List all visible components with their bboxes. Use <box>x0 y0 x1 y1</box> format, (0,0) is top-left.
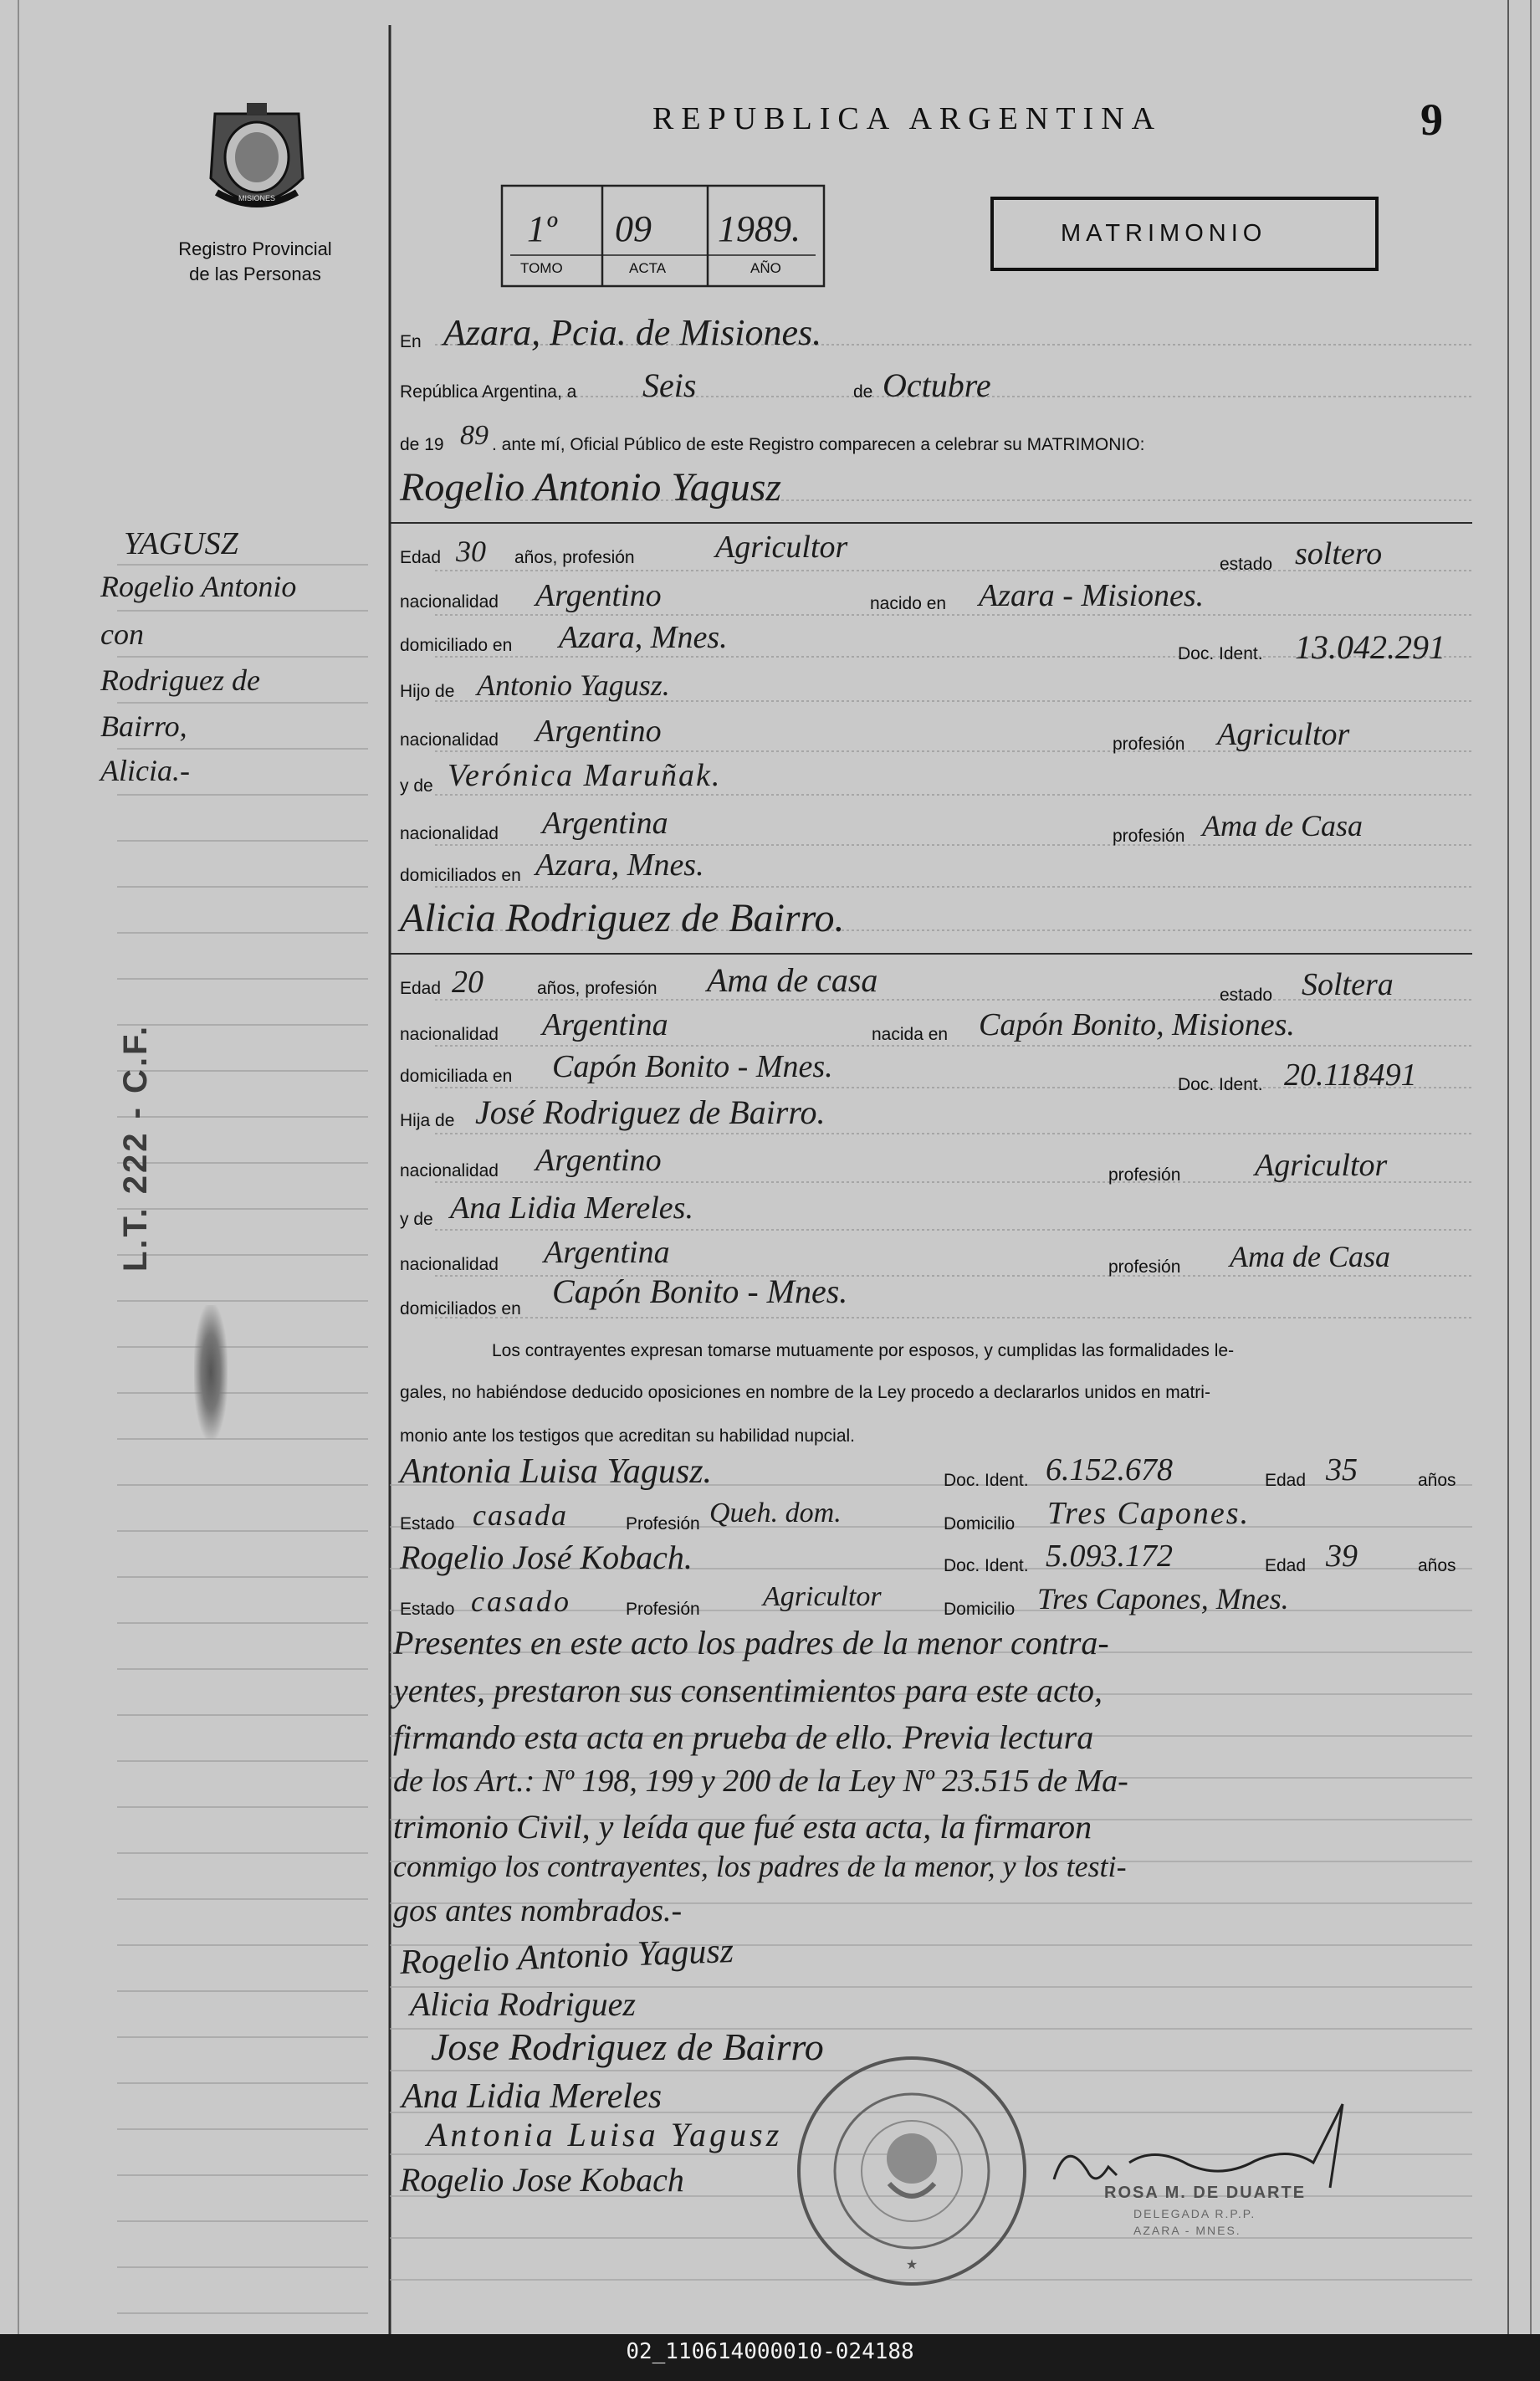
witness-2-profession: Agricultor <box>763 1581 882 1612</box>
bride-father: José Rodriguez de Bairro. <box>475 1093 826 1131</box>
witness-1-doc: 6.152.678 <box>1046 1452 1173 1487</box>
groom-father-profession: Agricultor <box>1217 717 1350 752</box>
note-line-7: gos antes nombrados.- <box>393 1893 683 1928</box>
signature-witness-2: Rogelio Jose Kobach <box>400 2161 684 2199</box>
label-profesion: profesión <box>1113 735 1185 754</box>
label-w2-estado: Estado <box>400 1600 455 1619</box>
witness-1-domicile: Tres Capones. <box>1047 1496 1251 1531</box>
label-profesion-b: profesión <box>1108 1165 1181 1185</box>
tomo-value: 1º <box>527 208 557 249</box>
groom-father-nationality: Argentino <box>535 714 662 749</box>
label-domiciliados-b: domiciliados en <box>400 1299 521 1319</box>
witness-1-age: 35 <box>1326 1452 1358 1487</box>
note-line-1: Presentes en este acto los padres de la menor contra- <box>393 1624 1109 1662</box>
label-nacionalidad: nacionalidad <box>400 592 499 612</box>
ano-value: 1989. <box>718 208 801 249</box>
label-estado: estado <box>1220 555 1273 574</box>
groom-birthplace: Azara - Misiones. <box>979 578 1205 613</box>
act-year: 89 <box>460 420 489 451</box>
label-domiciliada: domiciliada en <box>400 1067 513 1086</box>
statement-line-3: monio ante los testigos que acreditan su habilidad nupcial. <box>400 1426 856 1446</box>
witness-2-age: 39 <box>1326 1539 1358 1574</box>
registry-seal <box>198 99 315 220</box>
label-w2-doc: Doc. Ident. <box>944 1556 1029 1575</box>
bride-mother: Ana Lidia Mereles. <box>450 1190 693 1226</box>
witness-2-domicile: Tres Capones, Mnes. <box>1037 1582 1289 1615</box>
label-nacionalidad-b3: nacionalidad <box>400 1255 499 1274</box>
label-doc: Doc. Ident. <box>1178 644 1263 663</box>
signature-witness-1: Antonia Luisa Yagusz <box>427 2116 783 2153</box>
groom-nationality: Argentino <box>535 578 662 613</box>
margin-bride-surname: Rodriguez de <box>100 663 260 697</box>
groom-age: 30 <box>456 535 486 568</box>
groom-mother: Verónica Maruñak. <box>448 758 722 793</box>
label-profesion-b2: profesión <box>1108 1257 1181 1277</box>
label-hijo: Hijo de <box>400 682 455 701</box>
bride-parents-domicile: Capón Bonito - Mnes. <box>552 1272 848 1310</box>
bride-profession: Ama de casa <box>707 961 878 999</box>
note-line-2: yentes, prestaron sus consentimientos para este acto, <box>393 1672 1103 1709</box>
label-de-19: de 19 <box>400 435 444 454</box>
label-domiciliado: domiciliado en <box>400 636 513 655</box>
label-anos-profesion-b: años, profesión <box>537 979 657 998</box>
label-w1-edad: Edad <box>1265 1471 1307 1490</box>
groom-marital-status: soltero <box>1295 536 1383 571</box>
bride-name: Alicia Rodriguez de Bairro. <box>400 896 845 940</box>
bride-marital-status: Soltera <box>1302 967 1394 1002</box>
ano-label: AÑO <box>750 260 781 276</box>
bride-doc: 20.118491 <box>1284 1057 1417 1093</box>
label-nacionalidad-b2: nacionalidad <box>400 1161 499 1180</box>
groom-doc: 13.042.291 <box>1295 628 1445 666</box>
bride-father-profession: Agricultor <box>1255 1148 1388 1183</box>
signature-bride: Alicia Rodriguez <box>410 1985 636 2023</box>
label-domiciliados: domiciliados en <box>400 866 521 885</box>
note-line-4: de los Art.: Nº 198, 199 y 200 de la Ley Nº 23.515 de Ma- <box>393 1764 1128 1799</box>
margin-stamp: L.T. 222 - C.F. <box>117 1023 154 1272</box>
label-w1-domicilio: Domicilio <box>944 1514 1016 1534</box>
tomo-label: TOMO <box>520 260 563 276</box>
label-republica: República Argentina, a <box>400 382 577 402</box>
registry-line-1: Registro Provincial <box>178 238 332 259</box>
label-nacida-en: nacida en <box>872 1025 949 1044</box>
signature-bride-father: Jose Rodriguez de Bairro <box>431 2025 824 2068</box>
bride-domicile: Capón Bonito - Mnes. <box>552 1049 833 1084</box>
label-anos-profesion: años, profesión <box>514 548 635 567</box>
official-title-1: DELEGADA R.P.P. <box>1133 2207 1256 2220</box>
statement-line-2: gales, no habiéndose deducido oposiciones en nombre de la Ley procedo a declararlos unidos en matri- <box>400 1383 1210 1402</box>
acta-label: ACTA <box>629 260 667 276</box>
groom-parents-domicile: Azara, Mnes. <box>535 847 704 883</box>
label-profesion-2: profesión <box>1113 827 1185 846</box>
label-w2-domicilio: Domicilio <box>944 1600 1016 1619</box>
label-w2-anos: años <box>1418 1556 1456 1575</box>
label-w1-anos: años <box>1418 1471 1456 1490</box>
label-w1-doc: Doc. Ident. <box>944 1471 1029 1490</box>
bride-mother-profession: Ama de Casa <box>1230 1240 1390 1273</box>
bride-mother-nationality: Argentina <box>544 1235 670 1270</box>
official-stamp <box>790 2050 1033 2292</box>
label-y-de: y de <box>400 776 433 796</box>
note-line-6: conmigo los contrayentes, los padres de la menor, y los testi- <box>393 1850 1127 1883</box>
margin-surname: YAGUSZ <box>124 526 238 561</box>
signature-bride-mother: Ana Lidia Mereles <box>402 2077 663 2116</box>
label-nacionalidad-b: nacionalidad <box>400 1025 499 1044</box>
witness-1-name: Antonia Luisa Yagusz. <box>400 1452 713 1491</box>
witness-1-status: casada <box>473 1498 568 1532</box>
label-estado-b: estado <box>1220 986 1273 1005</box>
country-title: REPUBLICA ARGENTINA <box>652 101 1163 136</box>
groom-profession: Agricultor <box>715 530 848 565</box>
bride-birthplace: Capón Bonito, Misiones. <box>979 1007 1295 1042</box>
label-w2-profesion: Profesión <box>626 1600 700 1619</box>
label-hija: Hija de <box>400 1111 455 1130</box>
statement-line-1: Los contrayentes expresan tomarse mutuamente por esposos, y cumplidas las formalidades le- <box>492 1341 1235 1360</box>
margin-con: con <box>100 617 144 651</box>
signature-groom: Rogelio Antonio Yagusz <box>399 1932 734 1982</box>
groom-domicile: Azara, Mnes. <box>559 620 728 655</box>
official-title-2: AZARA - MNES. <box>1133 2224 1241 2237</box>
bride-nationality: Argentina <box>542 1007 668 1042</box>
registry-line-2: de las Personas <box>189 264 321 284</box>
ink-blot <box>194 1305 228 1439</box>
page-number: 9 <box>1420 95 1443 145</box>
label-edad-b: Edad <box>400 979 442 998</box>
label-nacido-en: nacido en <box>870 594 947 613</box>
label-nacionalidad-2: nacionalidad <box>400 730 499 750</box>
margin-bride-firstname: Alicia.- <box>100 754 190 787</box>
label-ante: . ante mí, Oficial Público de este Registro comparecen a celebrar su MATRIMONIO: <box>492 435 1145 454</box>
label-nacionalidad-3: nacionalidad <box>400 824 499 843</box>
witness-2-name: Rogelio José Kobach. <box>400 1539 693 1576</box>
official-name: ROSA M. DE DUARTE <box>1104 2184 1307 2202</box>
bride-father-nationality: Argentino <box>535 1143 662 1178</box>
groom-name: Rogelio Antonio Yagusz <box>400 465 782 509</box>
groom-mother-profession: Ama de Casa <box>1202 809 1363 842</box>
label-y-de-b: y de <box>400 1210 433 1229</box>
label-doc-b: Doc. Ident. <box>1178 1075 1263 1094</box>
acta-value: 09 <box>615 208 652 249</box>
label-w1-estado: Estado <box>400 1514 455 1534</box>
seal-text: MISIONES <box>238 194 276 202</box>
label-de-month: de <box>853 382 873 402</box>
label-w2-edad: Edad <box>1265 1556 1307 1575</box>
image-caption: 02_110614000010-024188 <box>626 2339 914 2364</box>
margin-groom-name: Rogelio Antonio <box>100 570 297 603</box>
witness-2-doc: 5.093.172 <box>1046 1539 1173 1574</box>
margin-bride-surname2: Bairro, <box>100 709 187 743</box>
act-place: Azara, Pcia. de Misiones. <box>443 312 822 353</box>
svg-text:★: ★ <box>905 2258 918 2272</box>
groom-father: Antonio Yagusz. <box>477 668 670 702</box>
label-w1-profesion: Profesión <box>626 1514 700 1534</box>
act-month: Octubre <box>883 366 991 404</box>
label-en: En <box>400 332 422 351</box>
witness-2-status: casado <box>471 1585 571 1618</box>
note-line-3: firmando esta acta en prueba de ello. Previa lectura <box>393 1718 1094 1756</box>
bride-age: 20 <box>452 965 483 1000</box>
groom-mother-nationality: Argentina <box>542 806 668 841</box>
record-type: MATRIMONIO <box>1061 220 1267 247</box>
witness-1-profession: Queh. dom. <box>709 1498 842 1528</box>
note-line-5: trimonio Civil, y leída que fué esta acta, la firmaron <box>393 1808 1092 1846</box>
label-edad: Edad <box>400 548 442 567</box>
act-day: Seis <box>642 366 697 404</box>
